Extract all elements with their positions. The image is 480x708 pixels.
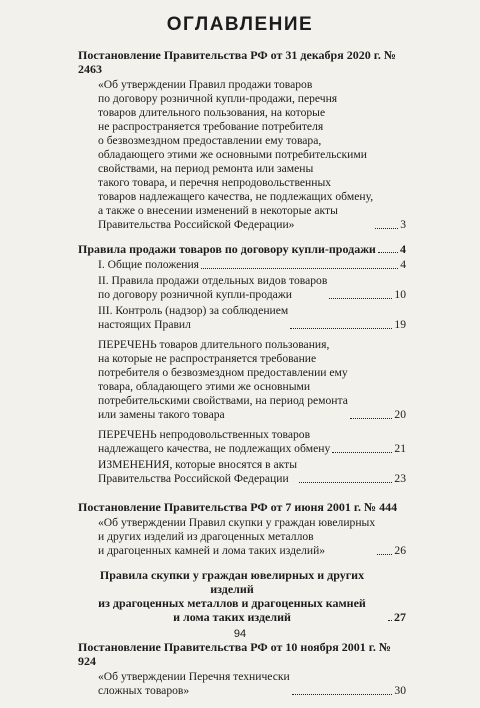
entry-text: I. Общие положения (98, 258, 199, 271)
entry-text: «Об утверждении Правил скупки у граждан ювелирных и других изделий из драгоценных металлов и драгоценных камней и лома таких изделий» (98, 516, 376, 557)
entry-page: 21 (394, 442, 406, 455)
entry-page: 30 (394, 684, 406, 697)
page-title: ОГЛАВЛЕНИЕ (166, 14, 314, 35)
section-heading: Правила скупки у граждан ювелирных и других изделий из драгоценных металлов и драгоценных камней и лома таких изделий (98, 568, 366, 624)
section-heading: Постановление Правительства РФ от 31 декабря 2020 г. № 2463 (78, 48, 396, 76)
entry-page: 3 (400, 218, 406, 231)
toc-entry (78, 458, 406, 486)
toc-section (78, 48, 406, 232)
section-heading-row (78, 568, 406, 624)
toc-section (78, 568, 406, 624)
entry-page: 4 (400, 242, 406, 256)
entry-page: 4 (400, 258, 406, 271)
dot-leader (375, 228, 398, 229)
dot-leader (332, 452, 392, 453)
entry-page: 10 (394, 288, 406, 301)
toc-entry (78, 304, 406, 332)
toc-section (78, 640, 406, 698)
toc-entry (78, 670, 406, 698)
entry-text: ИЗМЕНЕНИЯ, которые вносятся в акты Правительства Российской Федерации (98, 458, 298, 485)
entry-page: 19 (394, 318, 406, 331)
dot-leader (201, 268, 398, 269)
entry-text: II. Правила продажи отдельных видов товаров по договору розничной купли-продажи (98, 274, 328, 301)
entry-text: «Об утверждении Правил продажи товаров по договору розничной купли-продажи, перечня товаров длительного пользования, на которые не распространяется требование потребителя о безвозмездном предоставлении ему товара, обладающего этими же основными потребительскими свойствами, на период ремонта или замены такого товара, и перечня непродовольственных товаров надлежащего качества, не подлежащих обмену, а также о внесении изменений в некоторые акты Правительства Российской Федерации» (98, 78, 374, 231)
dot-leader (350, 418, 393, 419)
dot-leader (292, 694, 393, 695)
dot-leader (377, 554, 392, 555)
toc-entry (78, 78, 406, 232)
dot-leader (299, 482, 392, 483)
entry-text: «Об утверждении Перечня технически сложных товаров» (98, 670, 290, 697)
entry-text: III. Контроль (надзор) за соблюдением настоящих Правил (98, 304, 289, 331)
entry-page: 27 (394, 610, 406, 624)
toc-entry (78, 338, 406, 422)
section-heading-row (78, 242, 406, 256)
toc-entry (78, 428, 406, 456)
toc-section (78, 500, 406, 558)
toc-entry (78, 516, 406, 558)
section-heading: Правила продажи товаров по договору купли-продажи (78, 242, 376, 256)
page-number: 94 (233, 628, 247, 640)
dot-leader (388, 620, 392, 621)
entry-text: ПЕРЕЧЕНЬ товаров длительного пользования, на которые не распространяется требование потребителя о безвозмездном предоставлении ему товара, обладающего этими же основными потребительскими свойствами, на период ремонта или замены такого товара (98, 338, 348, 421)
section-heading: Постановление Правительства РФ от 10 ноября 2001 г. № 924 (78, 640, 391, 668)
dot-leader (290, 328, 392, 329)
dot-leader (378, 252, 398, 253)
table-of-contents (78, 48, 406, 708)
entry-page: 20 (394, 408, 406, 421)
entry-text: ПЕРЕЧЕНЬ непродовольственных товаров надлежащего качества, не подлежащих обмену (98, 428, 331, 455)
dot-leader (329, 298, 392, 299)
toc-entry (78, 258, 406, 272)
toc-entry (78, 274, 406, 302)
section-heading: Постановление Правительства РФ от 7 июня 2001 г. № 444 (78, 500, 398, 514)
entry-page: 23 (394, 472, 406, 485)
toc-section (78, 242, 406, 486)
entry-page: 26 (394, 544, 406, 557)
